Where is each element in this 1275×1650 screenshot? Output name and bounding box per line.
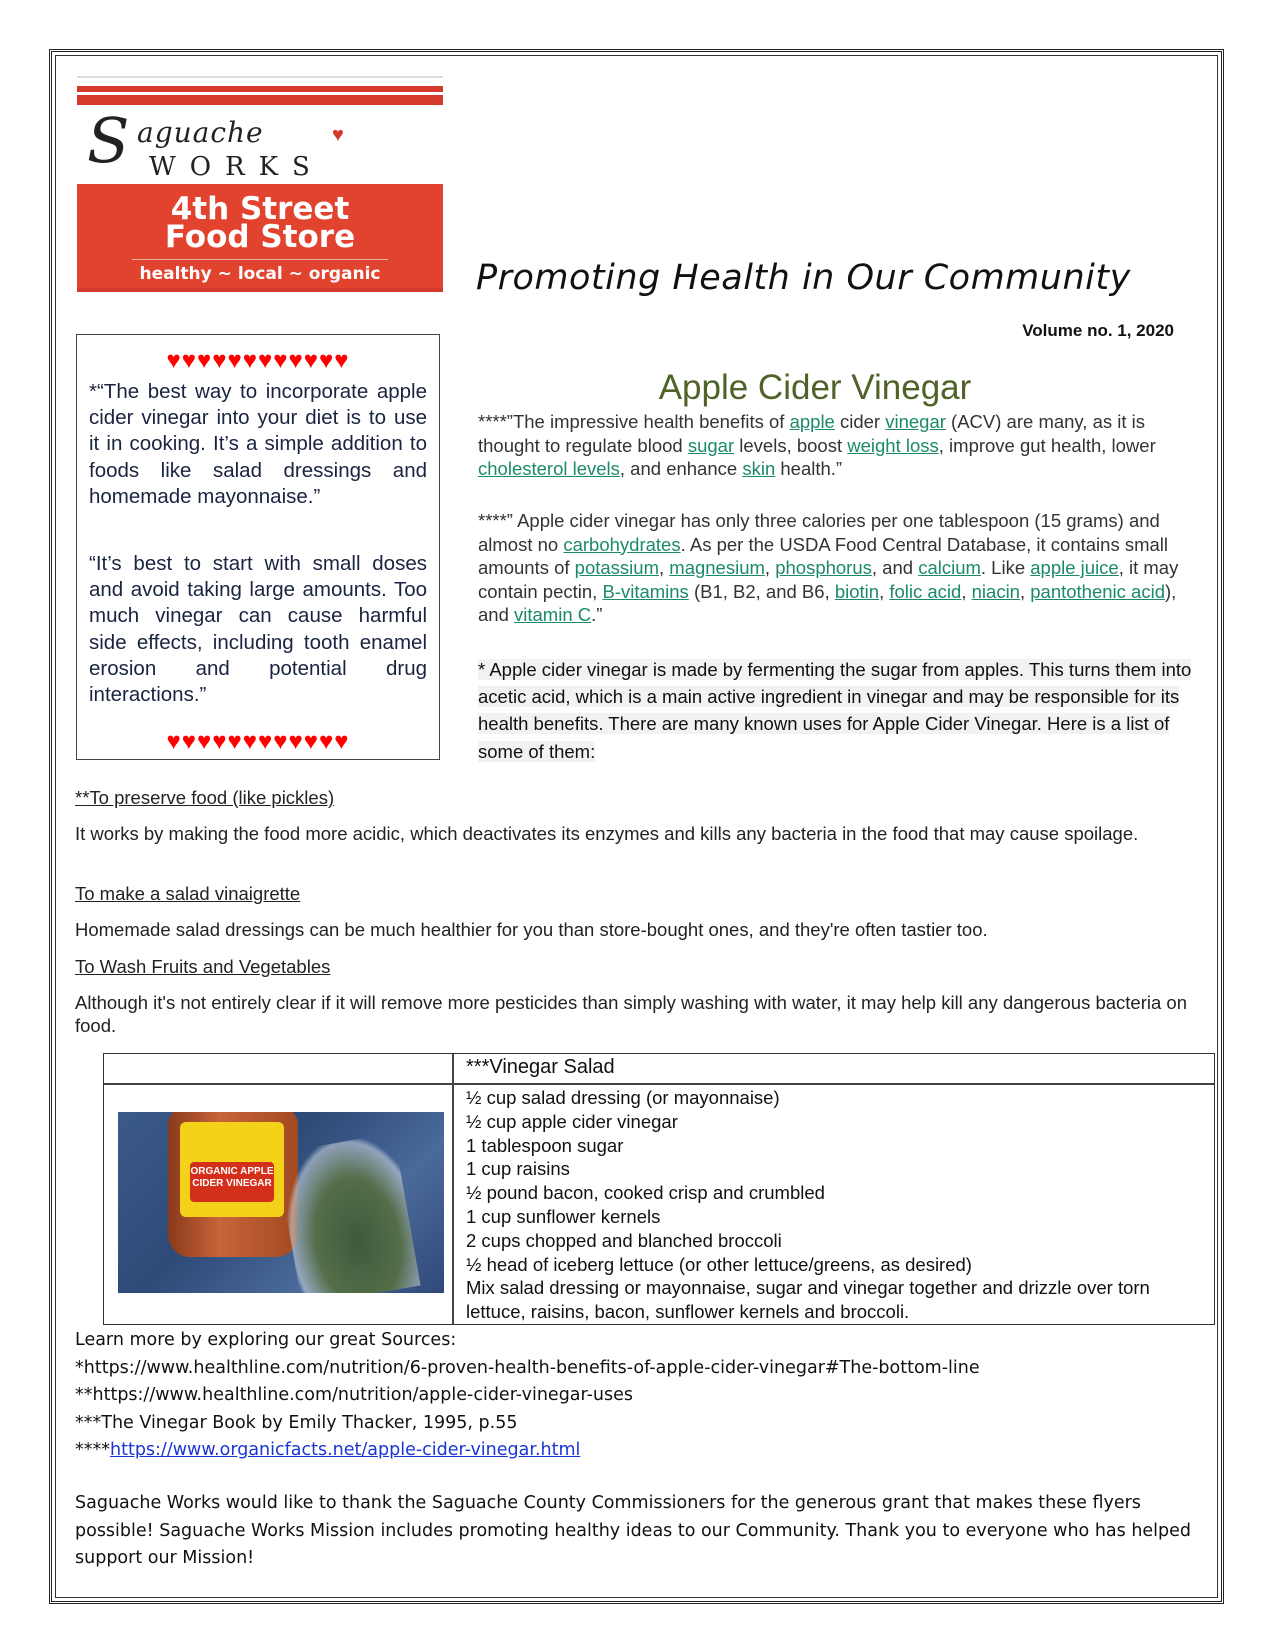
quote-text: *“The best way to incorporate apple cider vinegar into your diet is to use it in cooking. It’s a simple addition to foods like salad dressings and homemade mayonnaise.”: [89, 380, 427, 508]
ingredient: ½ cup apple cider vinegar: [466, 1110, 678, 1132]
quote-text: “It’s best to start with small doses and avoid taking large amounts. Too much vinegar can cause harmful side effects, including tooth enamel erosion and potential drug interactions.”: [89, 552, 427, 707]
text: ,: [961, 580, 972, 602]
recipe-instructions: Mix salad dressing or mayonnaise, sugar and vinegar together and drizzle over torn lettuce, raisins, bacon, sunflower kernels and broccoli.: [466, 1277, 1150, 1323]
logo-bottom-stripe: [77, 288, 443, 292]
logo-stripe: [77, 95, 443, 105]
link-vitamin-c[interactable]: vitamin C: [514, 604, 592, 625]
hearts-row-icon: ♥♥♥♥♥♥♥♥♥♥♥♥: [166, 728, 350, 755]
link-potassium[interactable]: potassium: [574, 557, 659, 578]
text: , and: [871, 557, 919, 578]
text: , and enhance: [619, 458, 743, 479]
link-carbohydrates[interactable]: carbohydrates: [563, 533, 681, 555]
logo-brand-initial: S: [87, 104, 130, 177]
text: cider: [834, 411, 886, 432]
logo-brand-works: WORKS: [149, 152, 324, 182]
logo-red-panel: [77, 184, 443, 292]
text: .”: [591, 604, 603, 625]
thanks-note: Saguache Works would like to thank the Saguache County Commissioners for the generous grant that makes these flyers possible! Saguache Works Mission includes promoting healthy ideas to our Community. Thank you to everyone who has helped support our Mission!: [75, 1493, 1192, 1568]
source-item: ***The Vinegar Book by Emily Thacker, 1995, p.55: [75, 1412, 518, 1433]
text: ****” Apple cider vinegar has only three calories per one tablespoon (15 grams) and almost no: [478, 510, 1160, 555]
use-item: [75, 786, 1195, 809]
use-heading: To Wash Fruits and Vegetables: [75, 956, 331, 977]
text: . Like: [980, 557, 1031, 578]
link-weight-loss[interactable]: weight loss: [847, 434, 939, 456]
logo-brand-area: [77, 106, 443, 184]
use-body: Although it's not entirely clear if it will remove more pesticides than simply washing with water, it may help kill any dangerous bacteria on food.: [75, 992, 1187, 1036]
text: ), and: [478, 580, 1177, 625]
link-skin[interactable]: skin: [742, 458, 776, 479]
vinegar-photo: [118, 1112, 444, 1293]
text: levels, boost: [734, 434, 848, 456]
bottle-label-text: ORGANIC APPLE CIDER VINEGAR: [190, 1162, 274, 1202]
link-folic-acid[interactable]: folic acid: [889, 580, 962, 602]
text: ****”The impressive health benefits of: [478, 411, 790, 432]
ingredient: ½ head of iceberg lettuce (or other lettuce/greens, as desired): [466, 1253, 972, 1275]
use-item: [75, 955, 1195, 978]
volume-label: Volume no. 1, 2020: [1022, 321, 1174, 340]
logo-stripe: [77, 86, 443, 92]
ingredient: 1 tablespoon sugar: [466, 1134, 624, 1156]
use-item: [75, 882, 1195, 905]
quote-box: [76, 334, 440, 760]
salad-bag-image: [275, 1133, 420, 1293]
link-apple[interactable]: apple: [789, 411, 835, 432]
source-item: **https://www.healthline.com/nutrition/apple-cider-vinegar-uses: [75, 1385, 634, 1405]
text: . As per the USDA Food Central Database, it contains small amounts of: [478, 533, 1168, 578]
link-pantothenic-acid[interactable]: pantothenic acid: [1030, 580, 1165, 602]
article-heading: Apple Cider Vinegar: [658, 368, 972, 407]
link-biotin[interactable]: biotin: [834, 580, 880, 602]
page-title: Promoting Health in Our Community: [476, 258, 1131, 298]
logo-divider: [132, 259, 388, 260]
link-cholesterol-levels[interactable]: cholesterol levels: [478, 458, 620, 479]
text: (B1, B2, and B6,: [688, 580, 835, 602]
link-apple-juice[interactable]: apple juice: [1030, 557, 1119, 578]
text: * Apple cider vinegar is made by fermenting the sugar from apples. This turns them into acetic acid, which is a main active ingredient in vinegar and may be responsible for its health benefits. There are many known uses for Apple Cider Vinegar. Here is a list of some of them:: [478, 659, 1192, 762]
recipe-table: [103, 1053, 1215, 1325]
ingredient: 1 cup raisins: [466, 1158, 570, 1180]
text: (ACV) are many, as it is thought to regulate blood: [478, 411, 1146, 456]
link-calcium[interactable]: calcium: [918, 557, 981, 578]
text: ,: [764, 557, 776, 578]
table-divider: [104, 1083, 1214, 1085]
source-link[interactable]: https://www.organicfacts.net/apple-cider-vinegar.html: [110, 1440, 581, 1460]
ingredient: 1 cup sunflower kernels: [466, 1205, 661, 1227]
link-b-vitamins[interactable]: B-vitamins: [602, 580, 689, 602]
link-magnesium[interactable]: magnesium: [669, 557, 765, 578]
logo-tagline: healthy ~ local ~ organic: [139, 264, 381, 284]
sources-section: [75, 1327, 1205, 1465]
store-logo: [77, 76, 443, 296]
sources-intro: Learn more by exploring our great Sources:: [75, 1330, 457, 1350]
use-body: It works by making the food more acidic, which deactivates its enzymes and kills any bacteria in the food that may cause spoilage.: [75, 823, 1139, 844]
recipe-title: ***Vinegar Salad: [466, 1056, 615, 1078]
text: , improve gut health, lower: [938, 434, 1156, 456]
text: ,: [1019, 580, 1031, 602]
use-heading: **To preserve food (like pickles): [75, 787, 335, 808]
source-prefix: ****: [75, 1440, 110, 1460]
logo-store-line1: 4th Street: [170, 191, 350, 227]
link-niacin[interactable]: niacin: [971, 580, 1020, 602]
article-paragraph: [478, 656, 1202, 765]
text: , it may contain pectin,: [478, 557, 1179, 602]
logo-brand-script: aguache: [137, 116, 264, 149]
link-vinegar[interactable]: vinegar: [885, 411, 946, 432]
text: health.”: [775, 458, 843, 479]
article-paragraph: [478, 410, 1202, 481]
hearts-row-icon: ♥♥♥♥♥♥♥♥♥♥♥♥: [166, 347, 350, 374]
link-sugar[interactable]: sugar: [687, 434, 735, 456]
source-item: *https://www.healthline.com/nutrition/6-proven-health-benefits-of-apple-cider-vinegar#The-bottom-line: [75, 1357, 980, 1378]
ingredient: ½ pound bacon, cooked crisp and crumbled: [466, 1182, 825, 1204]
text: ,: [879, 580, 890, 602]
text: ,: [659, 557, 670, 578]
logo-store-line2: Food Store: [164, 219, 356, 255]
link-phosphorus[interactable]: phosphorus: [775, 557, 872, 578]
heart-hands-icon: ♥: [332, 124, 344, 146]
ingredient: ½ cup salad dressing (or mayonnaise): [466, 1087, 780, 1108]
use-body: Homemade salad dressings can be much healthier for you than store-bought ones, and they're often tastier too.: [75, 919, 988, 940]
source-item: [75, 1437, 1205, 1465]
table-divider: [452, 1054, 454, 1324]
article-paragraph: [478, 509, 1202, 627]
logo-top-line: [77, 76, 443, 78]
use-heading: To make a salad vinaigrette: [75, 883, 301, 904]
recipe-ingredients: [466, 1086, 1206, 1324]
ingredient: 2 cups chopped and blanched broccoli: [466, 1229, 782, 1251]
